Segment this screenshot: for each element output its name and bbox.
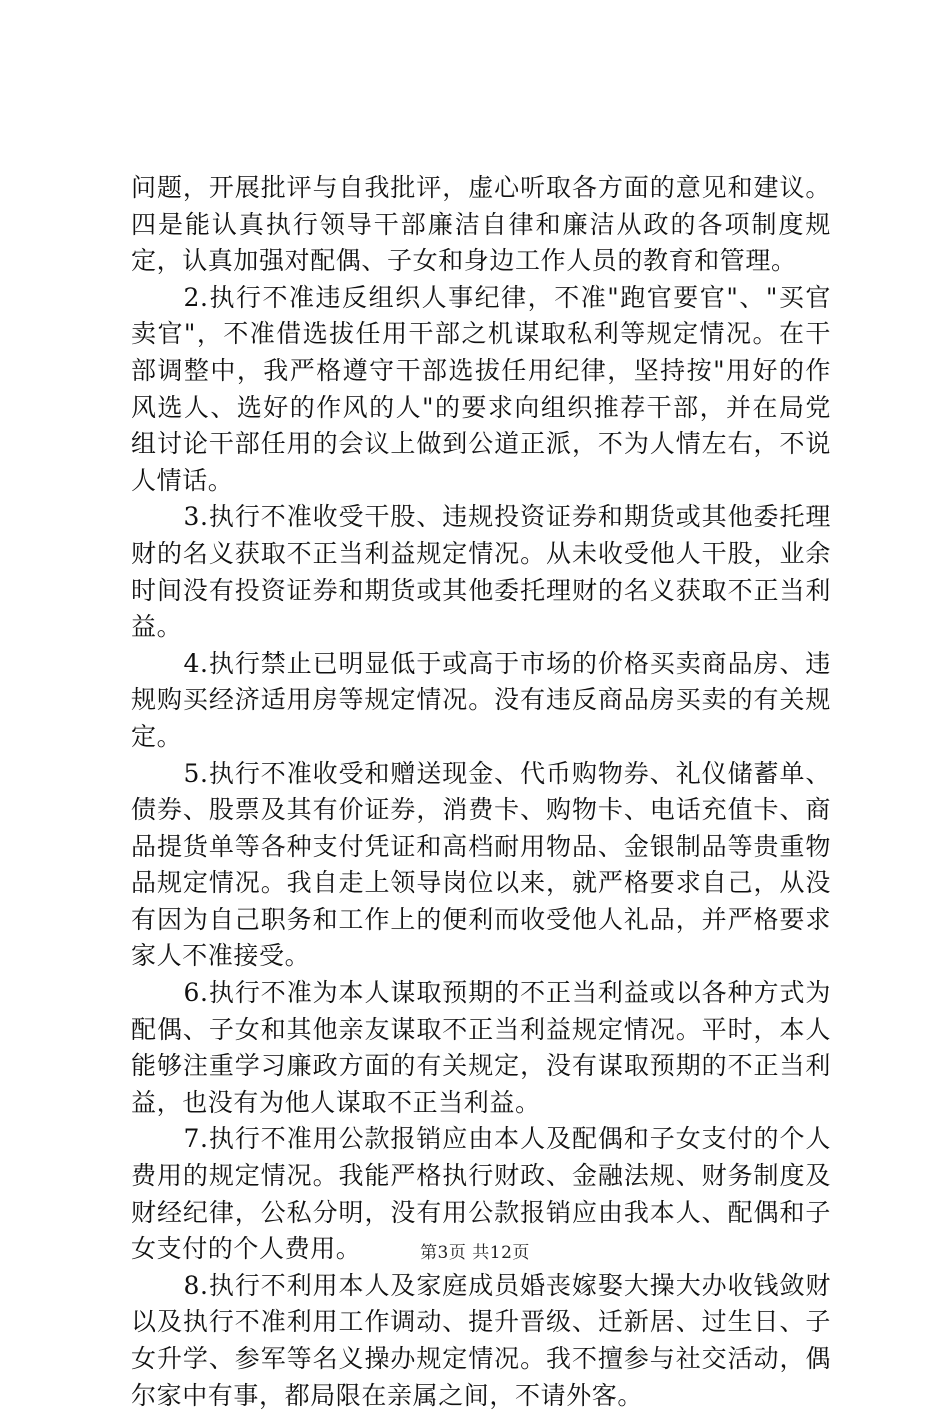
paragraph-item-8: 8.执行不利用本人及家庭成员婚丧嫁娶大操大办收钱敛财以及执行不准利用工作调动、提升晋级、迁新居、过生日、子女升学、参军等名义操办规定情况。我不擅参与社交活动，偶尔家中有事，都局限在亲属之间，不请外客。 — [131, 1270, 831, 1410]
paragraph-item-2: 2.执行不准违反组织人事纪律，不准"跑官要官"、"买官卖官"，不准借选拔任用干部之机谋取私利等规定情况。在干部调整中，我严格遵守干部选拔任用纪律，坚持按"用好的作风选人、选好的作风的人"的要求向组织推荐干部，并在局党组讨论干部任用的会议上做到公道正派，不为人情左右，不说人情话。 — [131, 282, 831, 495]
paragraph-item-4: 4.执行禁止已明显低于或高于市场的价格买卖商品房、违规购买经济适用房等规定情况。没有违反商品房买卖的有关规定。 — [131, 648, 831, 751]
paragraph-item-3: 3.执行不准收受干股、违规投资证券和期货或其他委托理财的名义获取不正当利益规定情况。从未收受他人干股，业余时间没有投资证券和期货或其他委托理财的名义获取不正当利益。 — [131, 502, 831, 642]
document-body — [131, 170, 831, 1414]
paragraph-item-6: 6.执行不准为本人谋取预期的不正当利益或以各种方式为配偶、子女和其他亲友谋取不正当利益规定情况。平时，本人能够注重学习廉政方面的有关规定，没有谋取预期的不正当利益，也没有为他人谋取不正当利益。 — [131, 978, 831, 1117]
page-number-footer: 第3页 共12页 — [420, 1243, 530, 1263]
paragraph-continued: 问题，开展批评与自我批评，虚心听取各方面的意见和建议。四是能认真执行领导干部廉洁自律和廉洁从政的各项制度规定，认真加强对配偶、子女和身边工作人员的教育和管理。 — [131, 173, 831, 276]
paragraph-item-7: 7.执行不准用公款报销应由本人及配偶和子女支付的个人费用的规定情况。我能严格执行财政、金融法规、财务制度及财经纪律，公私分明，没有用公款报销应由我本人、配偶和子女支付的个人费用。 — [131, 1124, 831, 1264]
paragraph-item-5: 5.执行不准收受和赠送现金、代币购物券、礼仪储蓄单、债券、股票及其有价证券，消费卡、购物卡、电话充值卡、商品提货单等各种支付凭证和高档耐用物品、金银制品等贵重物品规定情况。我自走上领导岗位以来，就严格要求自己，从没有因为自己职务和工作上的便利而收受他人礼品，并严格要求家人不准接受。 — [131, 758, 831, 971]
